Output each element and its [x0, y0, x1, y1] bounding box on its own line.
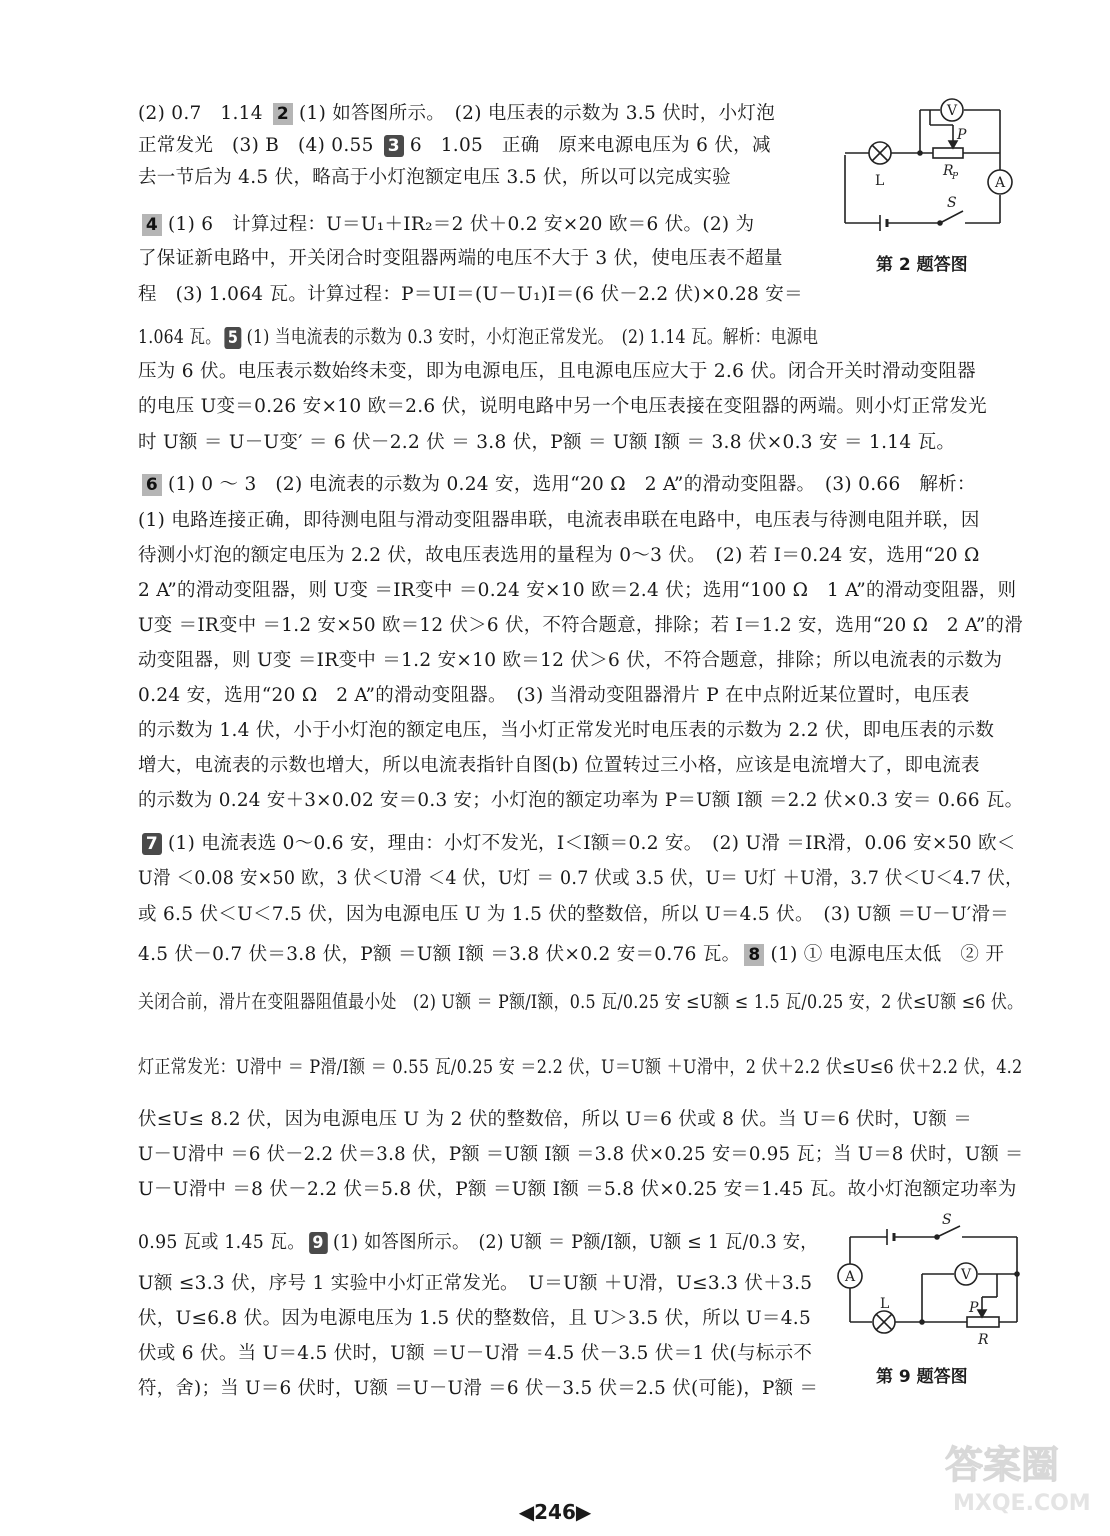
- text-line-3: [138, 163, 731, 193]
- text-line-13: [138, 541, 980, 571]
- line-text: 增大，电流表的示数也增大，所以电流表指针自图(b) 位置转过三小格，应该是电流增大了，即电流表: [138, 755, 980, 776]
- line-text: 正常发光 (3) B (4) 0.55: [138, 135, 374, 156]
- line-text: 待测小灯泡的额定电压为 2.2 伏，故电压表选用的量程为 0～3 伏。 (2) 若 I＝0.24 安，选用“20 Ω: [138, 545, 980, 566]
- line-text: (1) 如答图所示。 (2) U额 ＝ P额/I额，U额 ≤ 1 瓦/0.3 安，: [332, 1232, 818, 1253]
- text-line-17: [138, 681, 970, 711]
- text-line-12: [138, 506, 980, 536]
- line-text: 2 A”的滑动变阻器，则 U变 ＝IR变中 ＝0.24 安×10 欧＝2.4 伏；选用“100 Ω 1 A”的滑动变阻器，则: [138, 580, 1017, 601]
- text-line-31: [138, 1269, 812, 1299]
- text-line-26: [138, 1053, 1023, 1083]
- line-text: U－U滑中 ＝8 伏－2.2 伏＝5.8 伏，P额 ＝U额 I额 ＝5.8 伏×0.25 安＝1.45 瓦。故小灯泡额定功率为: [138, 1179, 1017, 1200]
- line-text: 关闭合前，滑片在变阻器阻值最小处 (2) U额 ＝ P额/I额，0.5 瓦/0.25 安 ≤U额 ≤ 1.5 瓦/0.25 安，2 伏≤U额 ≤6 伏。: [138, 992, 1024, 1013]
- line-prefix: 0.95 瓦或 1.45 瓦。: [138, 1232, 305, 1253]
- line-prefix: 4.5 伏－0.7 伏＝3.8 伏，P额 ＝U额 I额 ＝3.8 伏×0.2 安＝0.76 瓦。: [138, 944, 741, 965]
- text-line-33: [138, 1339, 812, 1369]
- question-number-5: 5: [225, 327, 242, 349]
- line-text: 压为 6 伏。电压表示数始终未变，即为电源电压，且电源电压应大于 2.6 伏。闭合开关时滑动变阻器: [138, 361, 976, 382]
- line-text: U变 ＝IR变中 ＝1.2 安×50 欧＝12 伏＞6 伏，不符合题意，排除；若 I＝1.2 安，选用“20 Ω 2 A”的滑: [138, 615, 1023, 636]
- text-line-1: [138, 99, 775, 129]
- text-line-29: [138, 1175, 1017, 1205]
- question-number-2: 2: [273, 103, 293, 125]
- rheostat-sub: P: [952, 172, 959, 182]
- question-number-6: 6: [142, 474, 162, 496]
- line-text: 的示数为 1.4 伏，小于小灯泡的额定电压，当小灯正常发光时电压表的示数为 2.2 伏，即电压表的示数: [138, 720, 995, 741]
- line-text: 的电压 U变＝0.26 安×10 欧＝2.6 伏，说明电路中另一个电压表接在变阻器的两端。则小灯正常发光: [138, 396, 987, 417]
- line-text: U滑 ＜0.08 安×50 欧，3 伏＜U滑 ＜4 伏，U灯 ＝ 0.7 伏或 3.5 伏，U＝ U灯 ＋U滑，3.7 伏＜U＜4.7 伏，: [138, 868, 1023, 889]
- voltmeter-label: V: [961, 1267, 972, 1283]
- line-text: 伏或 6 伏。当 U＝4.5 伏时，U额 ＝U－U滑 ＝4.5 伏－3.5 伏＝1 伏(与标示不: [138, 1343, 813, 1364]
- text-line-30: [138, 1228, 818, 1258]
- line-text: U－U滑中 ＝6 伏－2.2 伏＝3.8 伏，P额 ＝U额 I额 ＝3.8 伏×0.25 安＝0.95 瓦；当 U＝8 伏时，U额 ＝: [138, 1144, 1024, 1165]
- circuit-diagram-q2: [835, 95, 1025, 245]
- text-line-19: [138, 751, 980, 781]
- line-text: (1) ① 电源电压太低 ② 开: [770, 944, 1005, 965]
- line-text: (1) 电路连接正确，即待测电阻与滑动变阻器串联，电流表串联在电路中，电压表与待测电阻并联，因: [138, 510, 980, 531]
- text-line-32: [138, 1304, 811, 1334]
- question-number-9: 9: [309, 1232, 328, 1254]
- text-line-8: [138, 357, 976, 387]
- text-line-9: [138, 392, 987, 422]
- text-line-16: [138, 646, 1002, 676]
- line-text: 的示数为 0.24 安＋3×0.02 安＝0.3 安；小灯泡的额定功率为 P＝U额 I额 ＝2.2 伏×0.3 安＝ 0.66 瓦。: [138, 790, 1024, 811]
- line-text: (2) 0.7 1.14: [138, 103, 263, 124]
- line-text: 了保证新电路中，开关闭合时变阻器两端的电压不大于 3 伏，使电压表不超量: [138, 248, 783, 269]
- text-line-24: [138, 940, 1004, 970]
- line-text: (1) 当电流表的示数为 0.3 安时，小灯泡正常发光。 (2) 1.14 瓦。解析：电源电: [246, 327, 819, 348]
- question-number-8: 8: [744, 944, 764, 966]
- text-line-11: [138, 470, 976, 500]
- line-text-tail: 6 1.05 正确 原来电源电压为 6 伏，减: [409, 135, 771, 156]
- watermark-logo: [935, 1430, 1095, 1520]
- text-line-6: [138, 280, 803, 310]
- text-line-22: [138, 864, 1023, 894]
- text-line-23: [138, 900, 1009, 930]
- text-line-20: [138, 786, 1023, 816]
- ammeter-label: A: [845, 1269, 856, 1285]
- line-text: 伏≤U≤ 8.2 伏，因为电源电压 U 为 2 伏的整数倍，所以 U＝6 伏或 8 伏。当 U＝6 伏时，U额 ＝: [138, 1109, 973, 1130]
- switch-label: S: [942, 1212, 952, 1228]
- page-number-value: 246: [534, 1500, 576, 1524]
- figure-caption-q9: 第 9 题答图: [876, 1367, 968, 1387]
- text-line-25: [138, 988, 1023, 1018]
- watermark-line2: MXQE.COM: [953, 1491, 1091, 1516]
- question-number-7: 7: [142, 833, 162, 855]
- ammeter-label: A: [995, 175, 1006, 191]
- switch-label: S: [947, 195, 957, 211]
- line-text: U额 ≤3.3 伏，序号 1 实验中小灯正常发光。 U＝U额 ＋U滑，U≤3.3 伏＋3.5: [138, 1273, 813, 1294]
- text-line-10: [138, 428, 955, 458]
- circuit-diagram-q9: [832, 1212, 1032, 1357]
- text-line-34: [138, 1374, 818, 1404]
- page-number: ◀246▶: [518, 1500, 592, 1524]
- line-text: (1) 6 计算过程：U＝U₁＋IR₂＝2 伏＋0.2 安×20 欧＝6 伏。(2) 为: [168, 214, 755, 235]
- text-line-15: [138, 611, 1023, 641]
- text-line-14: [138, 576, 1016, 606]
- lamp-label: L: [880, 1296, 890, 1312]
- text-line-28: [138, 1140, 1023, 1170]
- question-number-4: 4: [142, 214, 162, 236]
- text-line-18: [138, 716, 994, 746]
- figure-caption-q2: 第 2 题答图: [876, 255, 968, 275]
- line-text: 灯正常发光：U滑中 ＝ P滑/I额 ＝ 0.55 瓦/0.25 安 ＝2.2 伏，U＝U额 ＋U滑中，2 伏＋2.2 伏≤U≤6 伏＋2.2 伏，4.2: [138, 1057, 1023, 1078]
- line-text-tail: (1) 如答图所示。 (2) 电压表的示数为 3.5 伏时，小灯泡: [299, 103, 776, 124]
- question-number-3: 3: [384, 135, 404, 157]
- text-line-27: [138, 1105, 972, 1135]
- text-line-5: [138, 244, 783, 274]
- line-text: (1) 0 ～ 3 (2) 电流表的示数为 0.24 安，选用“20 Ω 2 A”的滑动变阻器。 (3) 0.66 解析：: [168, 474, 976, 495]
- slider-label: P: [957, 127, 967, 143]
- line-text: 伏，U≤6.8 伏。因为电源电压为 1.5 伏的整数倍，且 U＞3.5 伏，所以 U＝4.5: [138, 1308, 812, 1329]
- line-text: (1) 电流表选 0～0.6 安，理由：小灯不发光，I＜I额＝0.2 安。 (2) U滑 ＝IR滑，0.06 安×50 欧＜: [168, 833, 1016, 854]
- text-line-4: [138, 210, 754, 240]
- lamp-label: L: [875, 173, 885, 189]
- line-text: 符，舍)；当 U＝6 伏时，U额 ＝U－U滑 ＝6 伏－3.5 伏＝2.5 伏(可能)，P额 ＝: [138, 1378, 819, 1399]
- voltmeter-label: V: [947, 103, 958, 119]
- line-text: 去一节后为 4.5 伏，略高于小灯泡额定电压 3.5 伏，所以可以完成实验: [138, 167, 731, 188]
- text-line-21: [138, 829, 1016, 859]
- line-text: 0.24 安，选用“20 Ω 2 A”的滑动变阻器。 (3) 当滑动变阻器滑片 P 在中点附近某位置时，电压表: [138, 685, 970, 706]
- text-line-2: [138, 131, 771, 161]
- line-text: 动变阻器，则 U变 ＝IR变中 ＝1.2 安×10 欧＝12 伏＞6 伏，不符合题意，排除；所以电流表的示数为: [138, 650, 1003, 671]
- rheostat-label: R: [943, 163, 954, 179]
- line-text: 或 6.5 伏＜U＜7.5 伏，因为电源电压 U 为 1.5 伏的整数倍，所以 U＝4.5 伏。 (3) U额 ＝U－U′滑＝: [138, 904, 1009, 925]
- rheostat-label: R: [978, 1332, 989, 1348]
- slider-label: P: [969, 1300, 979, 1316]
- line-prefix: 1.064 瓦。: [138, 327, 222, 348]
- line-text: 时 U额 ＝ U－U变′ ＝ 6 伏－2.2 伏 ＝ 3.8 伏，P额 ＝ U额 I额 ＝ 3.8 伏×0.3 安 ＝ 1.14 瓦。: [138, 432, 956, 453]
- watermark-line1: 答案圈: [945, 1443, 1060, 1487]
- line-text: 程 (3) 1.064 瓦。计算过程：P＝UI＝(U－U₁)I＝(6 伏－2.2 伏)×0.28 安＝: [138, 284, 803, 305]
- text-line-7: [138, 323, 818, 353]
